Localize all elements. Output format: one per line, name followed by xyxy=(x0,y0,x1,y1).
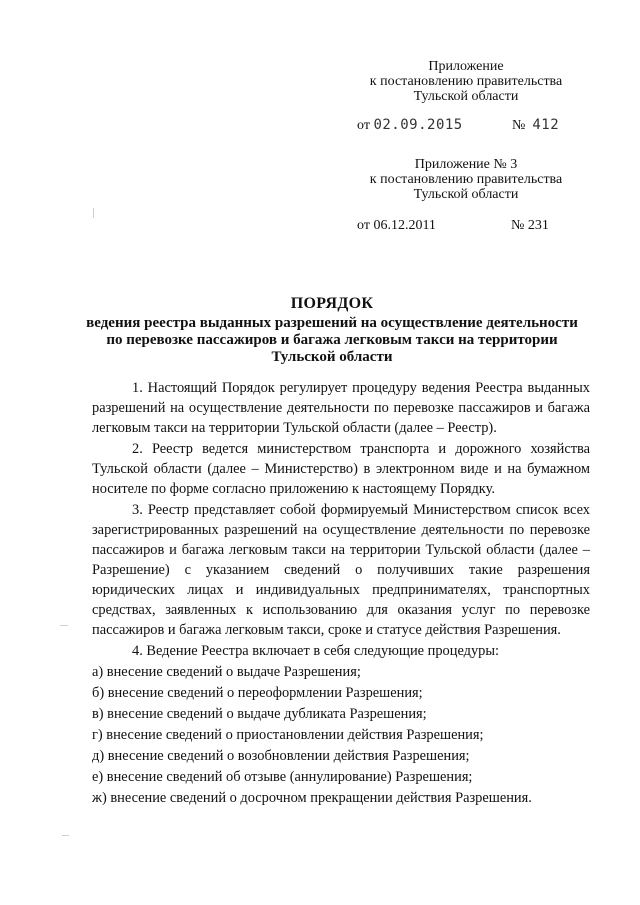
annex-header-original xyxy=(360,157,572,202)
date-stamp: 02.09.2015 xyxy=(373,117,463,133)
title-line: Тульской области xyxy=(271,349,393,365)
annex-region: Тульской области xyxy=(413,89,519,104)
annex-region: Тульской области xyxy=(413,187,519,202)
document-body xyxy=(92,378,590,808)
scan-artifact xyxy=(62,835,69,836)
document-title xyxy=(80,295,584,366)
list-item: в) внесение сведений о выдаче дубликата Разрешения; xyxy=(92,706,427,722)
resolution-date-current xyxy=(357,117,560,134)
list-item: д) внесение сведений о возобновлении действия Разрешения; xyxy=(92,748,470,764)
resolution-number: № 231 xyxy=(511,218,549,233)
resolution-date-original xyxy=(357,218,549,234)
title-main: ПОРЯДОК xyxy=(290,295,374,312)
date-prefix: от xyxy=(357,118,370,133)
resolution-number xyxy=(512,117,559,134)
list-item: г) внесение сведений о приостановлении действия Разрешения; xyxy=(92,727,484,743)
annex-title: Приложение № 3 xyxy=(414,157,518,172)
date-value: 06.12.2011 xyxy=(373,218,436,233)
title-line: ведения реестра выданных разрешений на осуществление деятельности xyxy=(86,315,578,331)
title-line: по перевозке пассажиров и багажа легковым такси на территории xyxy=(106,332,558,348)
list-item: е) внесение сведений об отзыве (аннулирование) Разрешения; xyxy=(92,769,473,785)
scan-artifact xyxy=(60,625,68,626)
scan-artifact xyxy=(93,208,94,218)
annex-header-current xyxy=(360,59,572,104)
annex-title: Приложение xyxy=(428,59,504,74)
date-prefix: от xyxy=(357,218,370,233)
paragraph-3: 3. Реестр представляет собой формируемый Министерством список всех зарегистрированных разрешений на осуществление деятельности по перевозке пассажиров и багажа легковым такси на территории Тульской области (далее – Разрешение) с указанием сведений о получивших такие разрешения юридических лицах и индивидуальных предпринимателях, транспортных средствах, заявленных к использованию для оказания услуг по перевозке пассажиров и багажа легковым такси, сроке и статусе действия Разрешения. xyxy=(92,502,590,638)
paragraph-4: 4. Ведение Реестра включает в себя следующие процедуры: xyxy=(132,643,500,659)
list-item: а) внесение сведений о выдаче Разрешения; xyxy=(92,664,361,680)
annex-subtitle: к постановлению правительства xyxy=(369,74,563,89)
annex-subtitle: к постановлению правительства xyxy=(369,172,563,187)
number-sign: № xyxy=(512,118,526,133)
paragraph-2: 2. Реестр ведется министерством транспорта и дорожного хозяйства Тульской области (далее – Министерство) в электронном виде и на бумажном носителе по форме согласно приложению к настоящему Порядку. xyxy=(92,441,590,497)
list-item: б) внесение сведений о переоформлении Разрешения; xyxy=(92,685,423,701)
list-item: ж) внесение сведений о досрочном прекращении действия Разрешения. xyxy=(92,790,532,806)
number-stamp: 412 xyxy=(532,117,560,133)
paragraph-1: 1. Настоящий Порядок регулирует процедуру ведения Реестра выданных разрешений на осуществление деятельности по перевозке пассажиров и багажа легковым такси на территории Тульской области (далее – Реестр). xyxy=(92,380,590,436)
